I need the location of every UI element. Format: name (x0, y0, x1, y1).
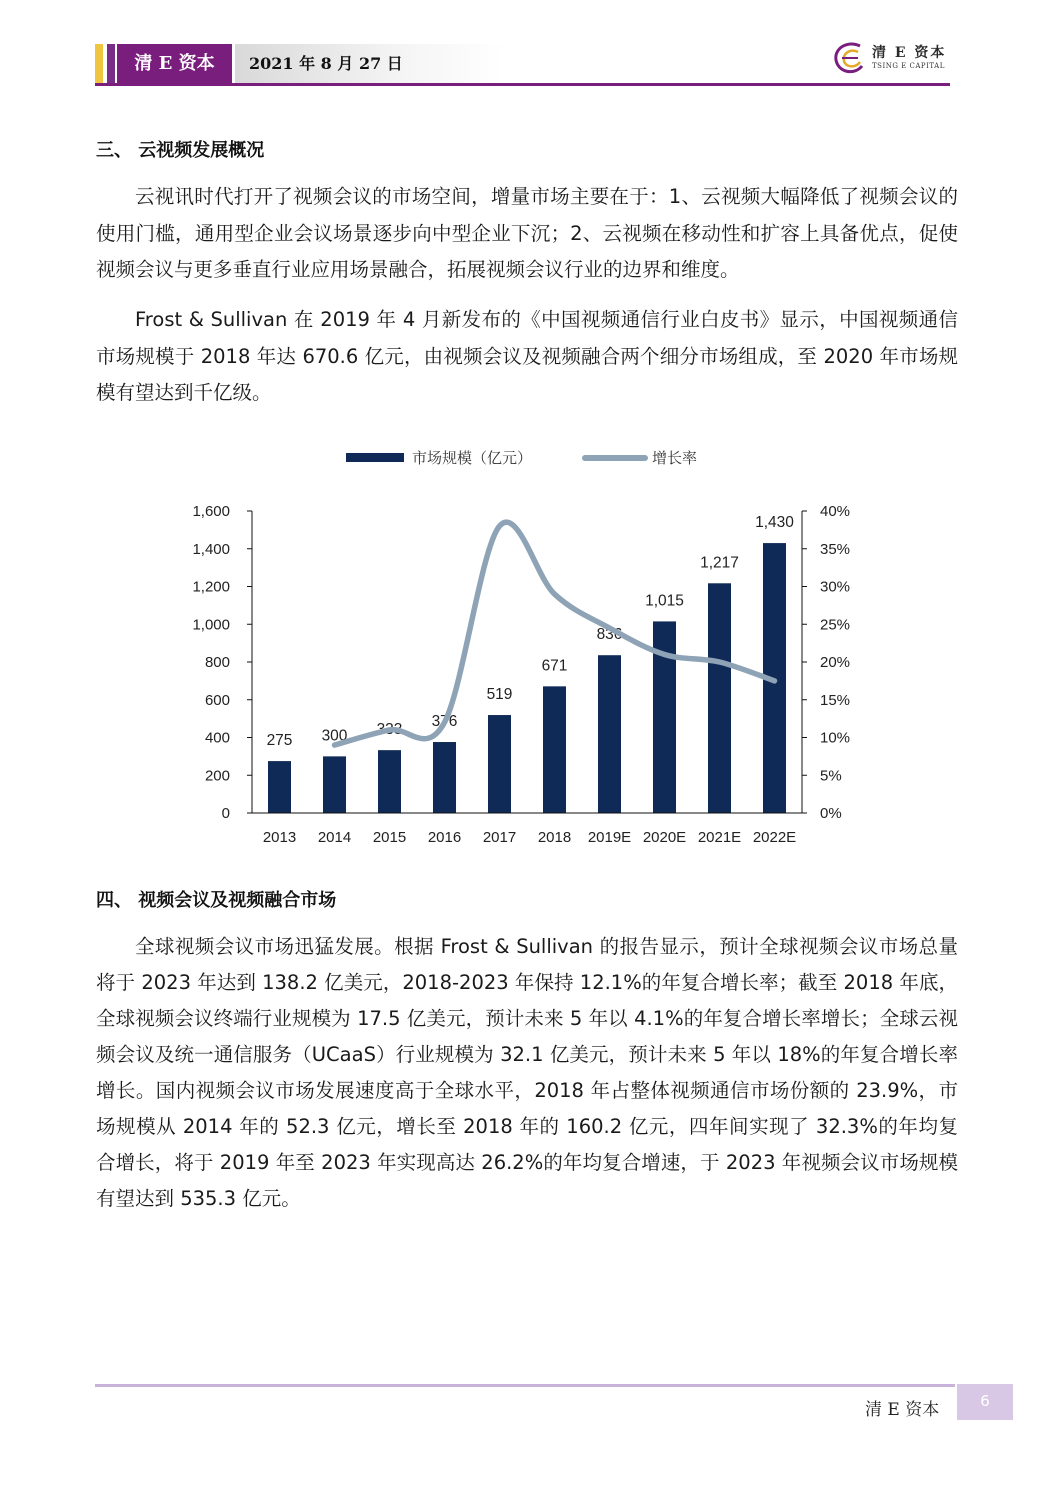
section-4-paragraph: 全球视频会议市场迅猛发展。根据 Frost & Sullivan 的报告显示，预计全球视频会议市场总量将于 2023 年达到 138.2 亿美元，2018-2023 年保持 12.1%的年复合增长率；截至 2018 年底，全球视频会议终端行业规模为 17.5 亿美元，预计未来 5 年以 4.1%的年复合增长率增长；全球云视频会议及统一通信服务（UCaaS）行业规模为 32.1 亿美元，预计未来 5 年以 18%的年复合增长率增长。国内视频会议市场发展速度高于全球水平，2018 年占整体视频通信市场份额的 23.9%，市场规模从 2014 年的 52.3 亿元，增长至 2018 年的 160.2 亿元，四年间实现了 32.3%的年均复合增长，将于 2019 年至 2023 年实现高达 26.2%的年均复合增速，于 2023 年视频会议市场规模有望达到 535.3 亿元。 (96, 935, 958, 1210)
bar-value-label: 333 (376, 721, 403, 739)
company-logo (830, 38, 955, 80)
y-axis-left (192, 503, 252, 822)
y-right-tick-label: 5% (820, 767, 842, 785)
header-rule (95, 83, 950, 86)
bar (708, 583, 731, 813)
y-right-tick-label: 40% (820, 503, 851, 520)
x-tick-label: 2021E (697, 829, 742, 846)
y-right-tick-label: 10% (820, 729, 851, 747)
footer-rule (95, 1384, 955, 1387)
page-header (95, 44, 950, 86)
x-tick-label: 2014 (317, 829, 352, 846)
chart-legend (346, 449, 697, 467)
y-right-tick-label: 35% (820, 540, 851, 558)
chart-svg (170, 440, 870, 860)
bar-value-label: 836 (596, 626, 623, 644)
bar-value-label: 1,015 (645, 592, 684, 610)
y-axis-right (802, 503, 850, 822)
x-tick-label: 2020E (642, 829, 687, 846)
header-date: 2021 年 8 月 27 日 (235, 44, 505, 84)
bar-value-label: 1,430 (755, 514, 794, 532)
y-right-tick-label: 25% (820, 616, 851, 634)
y-right-tick-label: 30% (820, 578, 851, 596)
x-tick-label: 2018 (537, 829, 572, 846)
legend-label-bar: 市场规模（亿元） (412, 450, 533, 467)
x-tick-label: 2015 (372, 829, 407, 846)
legend-swatch-bar (346, 453, 404, 462)
x-axis (252, 813, 802, 846)
x-tick-label: 2022E (752, 829, 797, 846)
y-right-tick-label: 20% (820, 654, 851, 671)
header-company: 清 E 资本 (117, 44, 232, 84)
bar (543, 686, 566, 813)
logo-cn-text: 清 E 资本 (872, 45, 947, 61)
section-3-heading: 三、 云视频发展概况 (96, 140, 265, 161)
legend-label-line: 增长率 (652, 450, 698, 467)
logo-swirl-icon (830, 38, 870, 80)
y-right-tick-label: 15% (820, 691, 851, 709)
bar (378, 750, 401, 813)
y-left-tick-label: 200 (204, 767, 230, 785)
section-3-paragraph-2: Frost & Sullivan 在 2019 年 4 月新发布的《中国视频通信行业白皮书》显示，中国视频通信市场规模于 2018 年达 670.6 亿元，由视频会议及视频融合两个细分市场组成，至 2020 年市场规模有望达到千亿级。 (96, 308, 958, 404)
y-left-tick-label: 1,400 (192, 540, 230, 558)
page-number: 6 (957, 1384, 1013, 1420)
logo-en-text: TSING E CAPITAL (872, 62, 945, 70)
y-left-tick-label: 800 (204, 654, 230, 671)
bar (488, 715, 511, 813)
y-left-tick-label: 600 (204, 691, 230, 709)
section-4-heading: 四、 视频会议及视频融合市场 (96, 890, 337, 911)
bar (268, 761, 291, 813)
x-tick-label: 2017 (482, 829, 517, 846)
y-left-tick-label: 0 (221, 805, 230, 822)
market-size-chart (170, 440, 870, 860)
bar-value-label: 275 (266, 732, 293, 750)
header-accent-yellow (95, 44, 103, 84)
bar (433, 742, 456, 813)
y-left-tick-label: 1,000 (192, 616, 230, 634)
bar-value-label: 671 (541, 657, 568, 675)
bar-value-label: 1,217 (700, 554, 739, 572)
y-left-tick-label: 1,200 (192, 578, 230, 596)
x-tick-label: 2013 (262, 829, 297, 846)
bar (323, 756, 346, 813)
footer-company: 清 E 资本 (865, 1400, 940, 1420)
section-3-paragraph-1: 云视讯时代打开了视频会议的市场空间，增量市场主要在于：1、云视频大幅降低了视频会议的使用门槛，通用型企业会议场景逐步向中型企业下沉；2、云视频在移动性和扩容上具备优点，促使视频会议与更多垂直行业应用场景融合，拓展视频会议行业的边界和维度。 (96, 185, 958, 281)
bar-value-label: 300 (321, 727, 348, 745)
bar (598, 655, 621, 813)
bar-value-label: 519 (486, 686, 513, 704)
y-left-tick-label: 1,600 (192, 503, 230, 520)
x-tick-label: 2019E (587, 829, 632, 846)
y-left-tick-label: 400 (204, 729, 230, 747)
x-tick-label: 2016 (427, 829, 462, 846)
bar-value-label: 376 (431, 713, 458, 731)
header-accent-purple (107, 44, 115, 84)
bar-series (268, 543, 786, 813)
y-right-tick-label: 0% (820, 805, 842, 822)
